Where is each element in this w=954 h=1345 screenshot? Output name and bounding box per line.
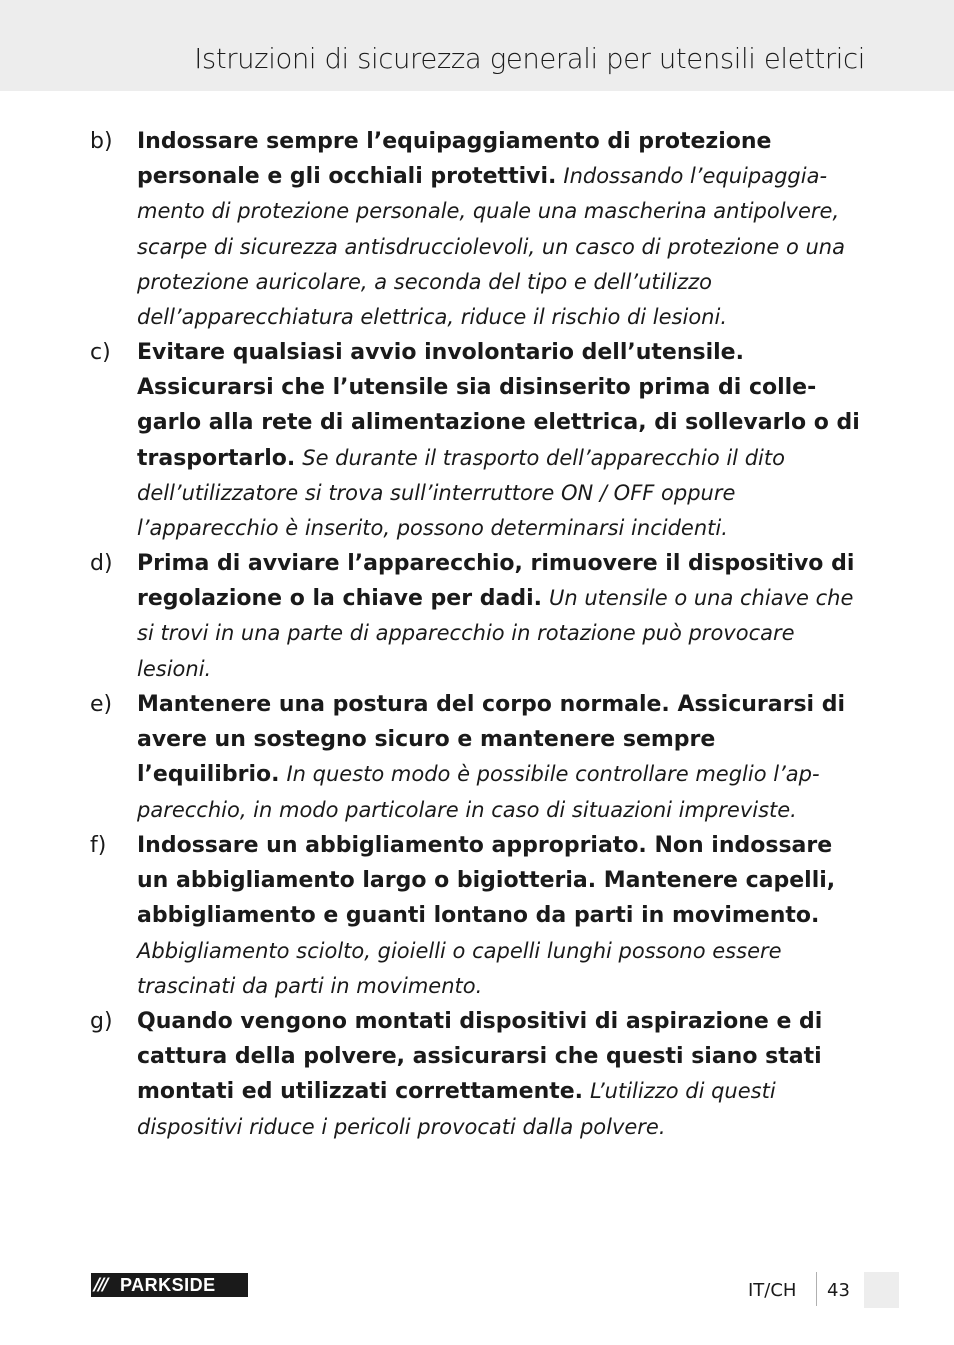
logo-text: PARKSIDE	[120, 1274, 216, 1295]
item-letter: d)	[90, 551, 113, 576]
item-italic-text: L’utilizzo di questi dispositivi riduce i pericoli provocati dalla polvere.	[137, 1079, 776, 1139]
footer-tab-box	[864, 1272, 899, 1308]
page-title: Istruzioni di sicurezza generali per utensili elettrici	[194, 43, 865, 75]
header-bar	[0, 0, 954, 91]
item-text	[137, 828, 865, 1004]
item-bold-text: Indossare sempre l’equipaggiamento di protezione personale e gli occhiali protettivi.	[137, 129, 772, 190]
footer-divider	[816, 1272, 817, 1306]
item-letter: c)	[90, 340, 111, 365]
parkside-logo	[91, 1273, 248, 1297]
item-text	[137, 124, 865, 335]
logo-stripes-icon: ///	[94, 1275, 107, 1295]
item-italic-text: In questo modo è possibile controllare meglio l’apparecchio, in modo particolare in caso di situazioni impreviste.	[137, 762, 820, 822]
page-number: 43	[827, 1280, 850, 1301]
item-bold-text: Quando vengono montati dispositivi di aspirazione e di cattura della polvere, assicurarsi che questi siano stati montati ed utilizzati correttamente.	[137, 1009, 823, 1105]
item-bold-text: Indossare un abbigliamento appropriato. Non indossare un abbigliamento largo o bigiotteria. Mantenere capelli, abbigliamento e guanti lontano da parti in movimento.	[137, 833, 836, 929]
item-text	[137, 687, 865, 828]
item-letter: b)	[90, 129, 113, 154]
item-italic-text: Un utensile o una chiave che si trovi in una parte di apparecchio in rotazione può provocare lesioni.	[137, 586, 854, 681]
item-text	[137, 546, 865, 687]
item-bold-text: Prima di avviare l’apparecchio, rimuovere il dispositivo di regolazione o la chiave per dadi.	[137, 551, 855, 612]
item-letter: g)	[90, 1009, 113, 1034]
footer-language: IT/CH	[748, 1280, 797, 1301]
item-italic-text: Indossando l’equipaggiamento di protezione personale, quale una mascherina antipolvere, scarpe di sicurezza antisdrucciolevoli, un casco di protezione o una protezione auricolare, a seconda del tipo e dell’utilizzo dell’apparecchiatura elettrica, riduce il rischio di lesioni.	[137, 164, 845, 330]
item-bold-text: Mantenere una postura del corpo normale. Assicurarsi di avere un sostegno sicuro e mantenere sempre l’equilibrio.	[137, 692, 846, 788]
item-text	[137, 1004, 865, 1145]
item-text	[137, 335, 865, 546]
item-letter: e)	[90, 692, 113, 717]
item-italic-text: Abbigliamento sciolto, gioielli o capelli lunghi possono essere trascinati da parti in movimento.	[137, 938, 782, 998]
item-bold-text: Evitare qualsiasi avvio involontario dell’utensile. Assicurarsi che l’utensile sia disinserito prima di collegarlo alla rete di alimentazione elettrica, di sollevarlo o di trasportarlo.	[137, 340, 860, 471]
item-italic-text: Se durante il trasporto dell’apparecchio il dito dell’utilizzatore si trova sull’interruttore ON / OFF oppure l’apparecchio è inserito, possono determinarsi incidenti.	[137, 445, 785, 541]
item-letter: f)	[90, 833, 107, 858]
